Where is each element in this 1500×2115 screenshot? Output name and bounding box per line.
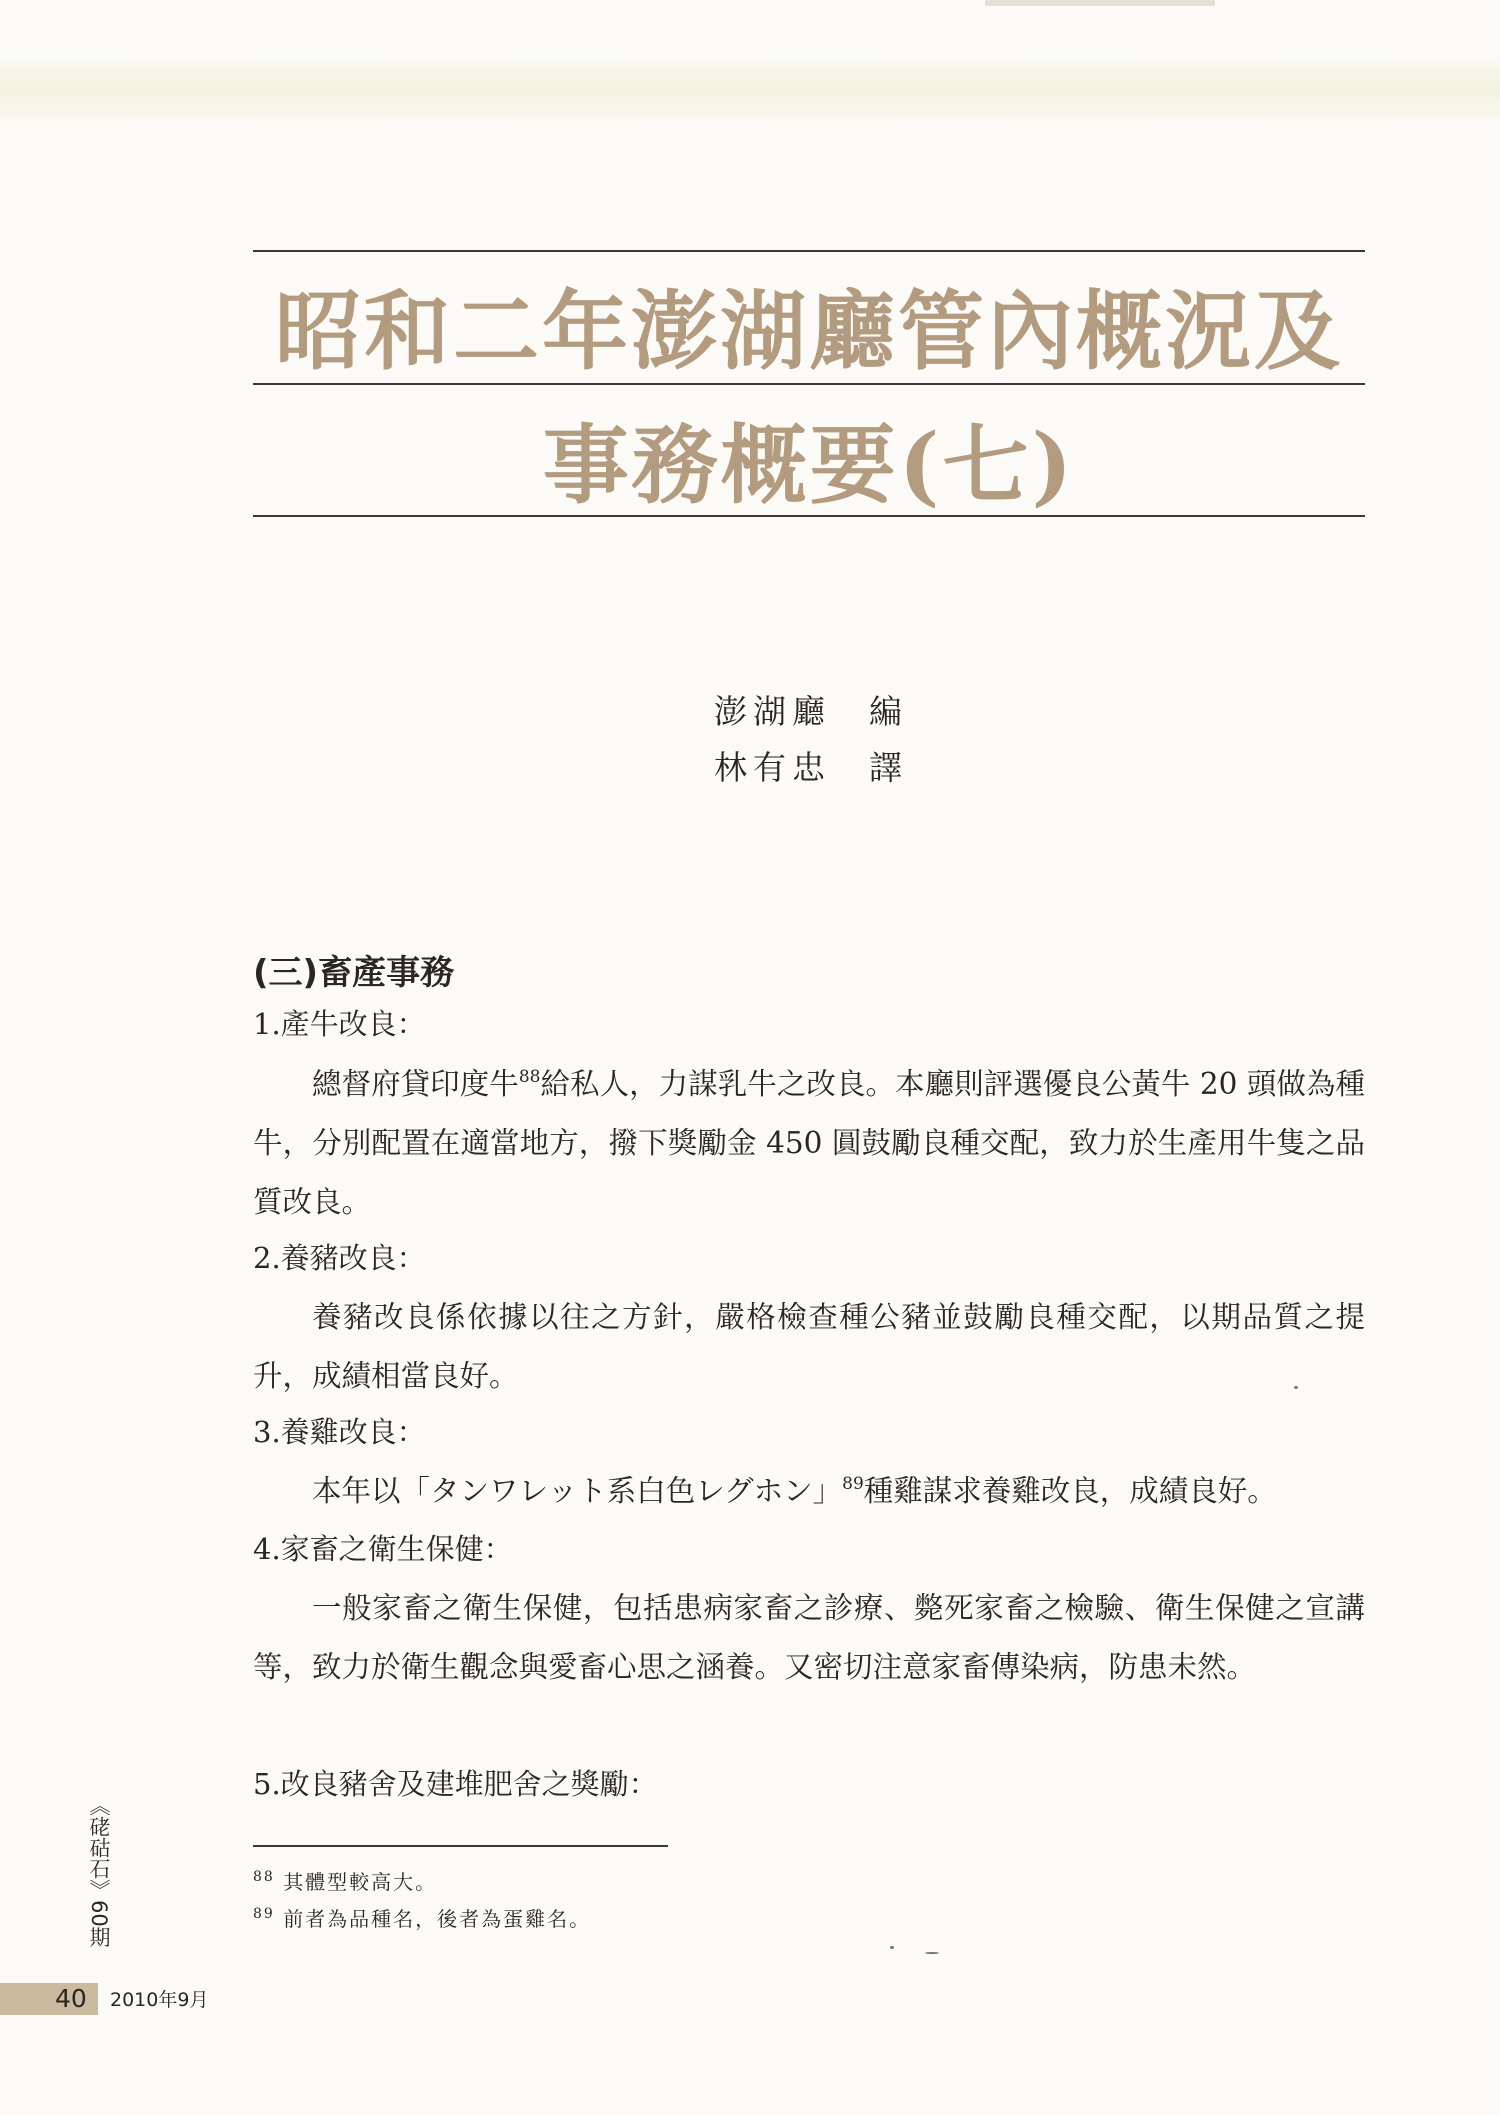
issue-date: 2010年9月	[110, 1989, 209, 2011]
translator-name: 林有忠	[714, 748, 831, 787]
scan-speck	[890, 1946, 894, 1949]
section-heading: (三)畜產事務	[253, 953, 455, 993]
footnote-88	[253, 1866, 437, 1895]
title-rule-bottom	[253, 515, 1365, 517]
title-line-1: 昭和二年澎湖廳管內概況及	[275, 281, 1343, 382]
scan-speck	[1294, 1386, 1298, 1389]
item-heading-4: 4.家畜之衛生保健：	[253, 1532, 513, 1566]
footnote-text: 前者為品種名，後者為蛋雞名。	[283, 1907, 592, 1931]
footnote-number: 89	[253, 1906, 275, 1922]
item-heading-3: 3.養雞改良：	[253, 1415, 426, 1449]
item-3-text-end: 種雞謀求養雞改良，成績良好。	[863, 1474, 1277, 1508]
item-paragraph-4: 一般家畜之衛生保健，包括患病家畜之診療、斃死家畜之檢驗、衛生保健之宣講等，致力於衛生觀念與愛畜心思之涵養。又密切注意家畜傳染病，防患未然。	[253, 1591, 1365, 1684]
translator-role: 譯	[869, 748, 908, 787]
item-paragraph-3	[253, 1462, 1365, 1521]
item-heading-5: 5.改良豬舍及建堆肥舍之獎勵：	[253, 1767, 658, 1801]
item-paragraph-1	[253, 1055, 1365, 1232]
scan-speck	[925, 1952, 939, 1954]
item-1-text-start: 總督府貸印度牛	[312, 1067, 519, 1101]
scan-tint	[0, 55, 1500, 125]
item-1-text-end: 給私人，力謀乳牛之改良。本廳則評選優良公黃牛 20 頭做為種牛，分別配置在適當地方，撥下獎勵金 450 圓鼓勵良種交配，致力於生產用牛隻之品質改良。	[253, 1067, 1365, 1219]
footnote-89	[253, 1903, 591, 1932]
byline-translator	[714, 742, 908, 789]
item-paragraph-2: 養豬改良係依據以往之方針，嚴格檢查種公豬並鼓勵良種交配，以期品質之提升，成績相當良好。	[253, 1300, 1365, 1393]
byline-editor	[714, 686, 908, 733]
footnote-text: 其體型較高大。	[283, 1870, 438, 1894]
footnote-rule	[253, 1845, 668, 1847]
item-heading-1: 1.產牛改良：	[253, 1007, 426, 1041]
item-heading-2: 2.養豬改良：	[253, 1241, 426, 1275]
footnote-number: 88	[253, 1869, 275, 1885]
scan-smudge	[985, 0, 1215, 6]
journal-title: 《硓𥑮石》60期	[87, 1795, 111, 1948]
footnote-ref-89: 89	[842, 1474, 864, 1494]
editor-name: 澎湖廳	[714, 692, 831, 731]
title-rule-middle	[253, 383, 1365, 385]
title-rule-top	[253, 250, 1365, 252]
footnote-ref-88: 88	[518, 1067, 541, 1087]
item-3-text-start: 本年以「タンワレット系白色レグホン」	[312, 1474, 843, 1508]
editor-role: 編	[869, 692, 908, 731]
page-number: 40	[55, 1984, 87, 2013]
title-line-2: 事務概要(七)	[542, 415, 1076, 516]
